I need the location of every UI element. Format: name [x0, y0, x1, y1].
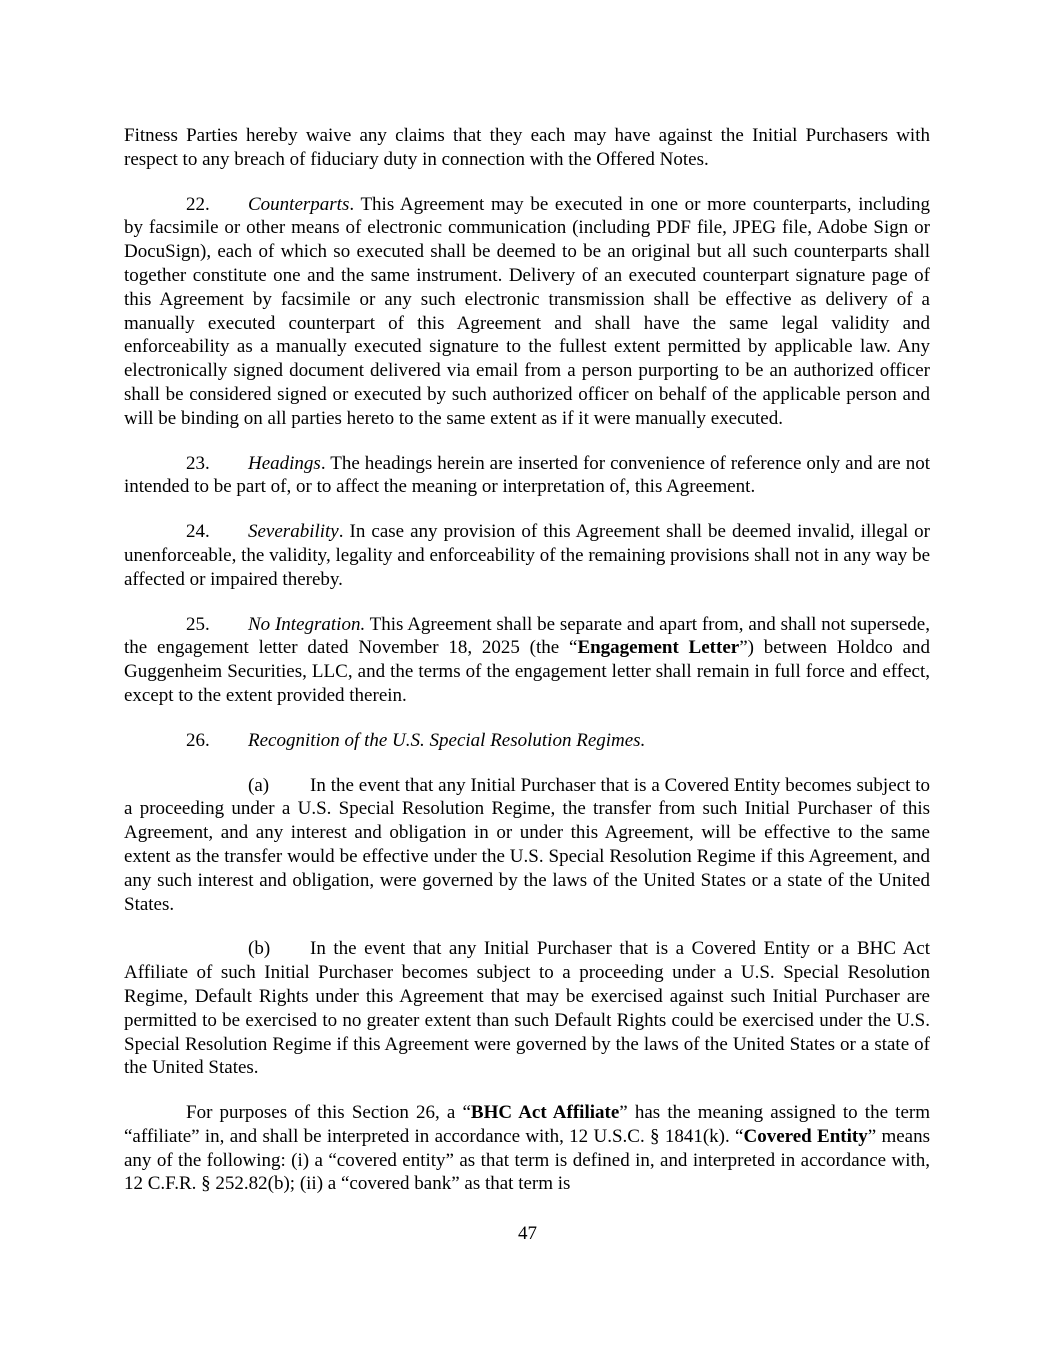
definitions-text-1: For purposes of this Section 26, a “ [186, 1102, 471, 1124]
section-body-pre: This Agreement shall be separate and apart from, and shall not supersede, the engagement letter dated November 18, 2025 (the “ [124, 613, 930, 659]
section-body-post: ”) between Holdco and Guggenheim Securities, LLC, and the terms of the engagement letter shall remain in full force and effect, except to the extent provided therein. [124, 637, 930, 706]
subsection-body: In the event that any Initial Purchaser that is a Covered Entity or a BHC Act Affiliate of such Initial Purchaser becomes subject to a proceeding under a U.S. Special Resolution Regime, Default Rights under this Agreement that may be exercised against such Initial Purchaser are permitted to be exercised to no greater extent than such Default Rights could be exercised under the U.S. Special Resolution Regime if this Agreement were governed by the laws of the United States or a state of the United States. [124, 938, 930, 1079]
section-23-headings [124, 452, 930, 500]
section-body: In case any provision of this Agreement shall be deemed invalid, illegal or unenforceable, the validity, legality and enforceability of the remaining provisions shall not in any way be affected or impaired thereby. [124, 521, 930, 590]
section-25-no-integration [124, 613, 930, 708]
subsection-body: In the event that any Initial Purchaser that is a Covered Entity becomes subject to a proceeding under a U.S. Special Resolution Regime, the transfer from such Initial Purchaser of this Agreement, and any interest and obligation in or under this Agreement, will be effective to the same extent as the transfer would be effective under the U.S. Special Resolution Regime if this Agreement, and any such interest and obligation, were governed by the laws of the United States or a state of the United States. [124, 774, 930, 915]
page-number: 47 [518, 1223, 537, 1244]
section-number: 25. [186, 613, 210, 635]
heading-punctuation: . [320, 452, 331, 474]
section-number: 23. [186, 452, 210, 474]
section-26-subsection-a [124, 774, 930, 917]
section-26-subsection-b [124, 937, 930, 1080]
defined-term-engagement-letter: Engagement Letter [577, 637, 740, 659]
section-heading: Headings [248, 452, 321, 474]
section-26-heading [124, 729, 930, 753]
section-number: 22. [186, 193, 210, 215]
subsection-label: (b) [248, 938, 271, 960]
section-number: 24. [186, 521, 210, 543]
heading-punctuation: . [338, 521, 350, 543]
subsection-label: (a) [248, 774, 270, 796]
defined-term-bhc-act-affiliate: BHC Act Affiliate [470, 1102, 620, 1124]
definitions-text-3: ” means any of the following: (i) a “covered entity” as that term is defined in, and interpreted in accordance with, 12 C.F.R. § 252.82(b); (ii) a “covered bank” as that term is [124, 1125, 930, 1195]
section-heading: Counterparts [248, 193, 350, 215]
section-22-counterparts [124, 193, 930, 431]
document-page [124, 124, 930, 1196]
section-heading: Severability [248, 521, 339, 543]
section-body: The headings herein are inserted for convenience of reference only and are not intended to be part of, or to affect the meaning or interpretation of, this Agreement. [124, 452, 930, 498]
section-body: This Agreement may be executed in one or more counterparts, including by facsimile or other means of electronic communication (including PDF file, JPEG file, Adobe Sign or DocuSign), each of which so executed shall be deemed to be an original but all such counterparts shall together constitute one and the same instrument. Delivery of an executed counterpart signature page of this Agreement by facsimile or any such electronic transmission shall be effective as delivery of a manually executed counterpart of this Agreement and shall have the same legal validity and enforceability as a manually executed signature to the fullest extent permitted by applicable law. Any electronically signed document delivered via email from a person purporting to be an authorized officer shall be considered signed or executed by such authorized officer on behalf of the applicable person and will be binding on all parties hereto to the same extent as if it were manually executed. [124, 193, 930, 429]
heading-punctuation: . [349, 193, 361, 215]
section-number: 26. [186, 729, 210, 751]
section-heading: Recognition of the U.S. Special Resolution Regimes. [248, 729, 646, 751]
defined-term-covered-entity: Covered Entity [743, 1125, 868, 1147]
continuation-paragraph: Fitness Parties hereby waive any claims that they each may have against the Initial Purchasers with respect to any breach of fiduciary duty in connection with the Offered Notes. [124, 125, 930, 170]
section-24-severability [124, 520, 930, 591]
section-heading: No Integration. [248, 613, 366, 635]
section-26-definitions [124, 1101, 930, 1196]
definitions-text-2: ” has the meaning assigned to the term “affiliate” in, and shall be interpreted in accordance with, 12 U.S.C. § 1841(k). “ [124, 1102, 930, 1147]
